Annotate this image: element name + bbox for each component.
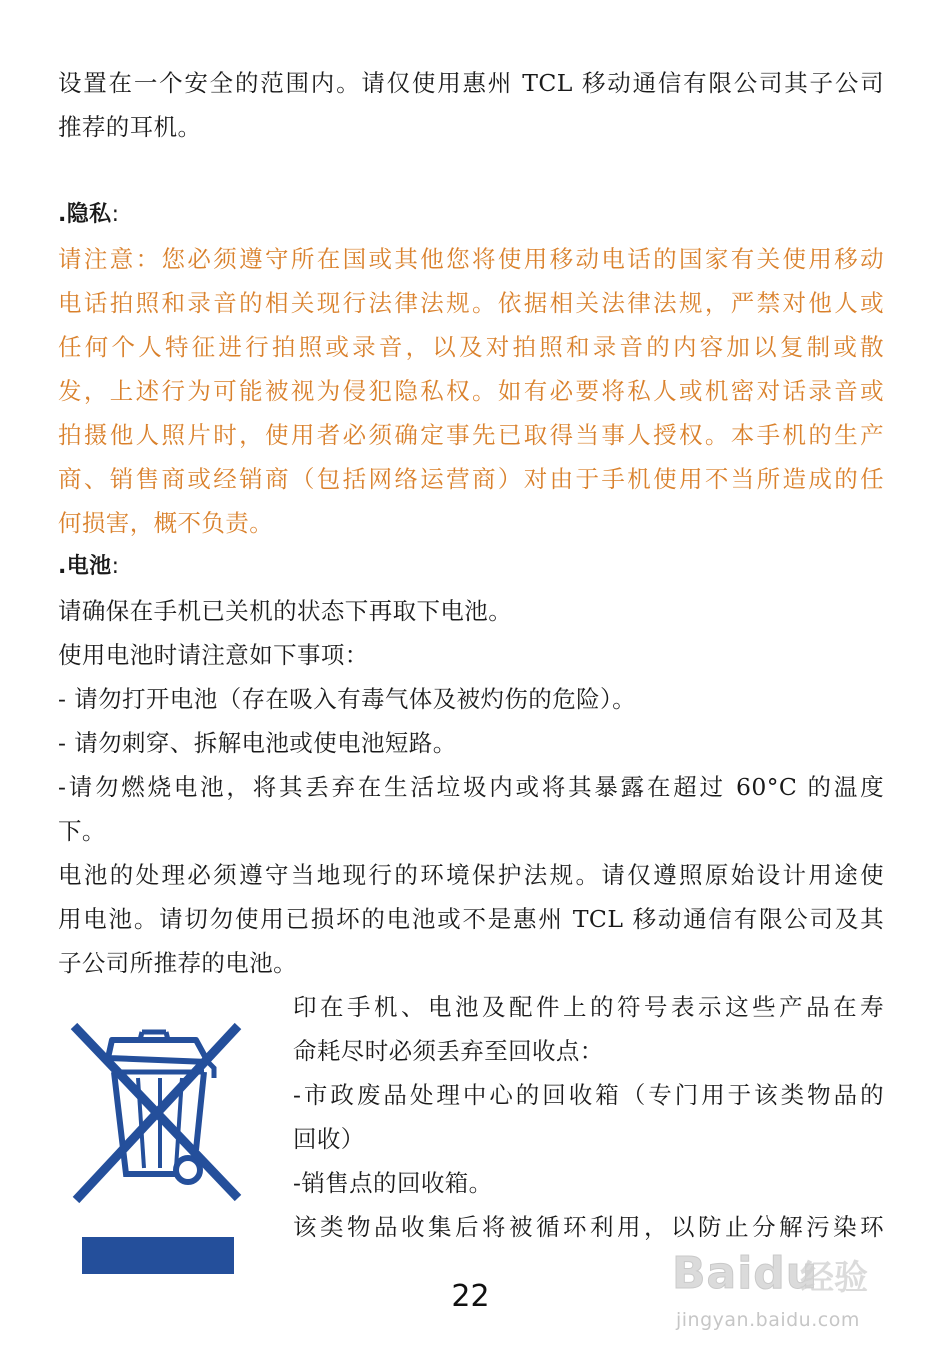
privacy-line-2: 电话拍照和录音的相关现行法律法规。依据相关法律法规，严禁对他人或 <box>58 289 884 317</box>
battery-line-2: 使用电池时请注意如下事项： <box>58 641 369 669</box>
page-number: 22 <box>451 1279 490 1314</box>
battery-heading-text: .电池 <box>58 554 112 579</box>
intro-line-1: 设置在一个安全的范围内。请仅使用惠州 TCL 移动通信有限公司其子公司 <box>58 69 884 97</box>
battery-line-7: 电池的处理必须遵守当地现行的环境保护法规。请仅遵照原始设计用途使 <box>58 861 884 889</box>
battery-line-8: 用电池。请切勿使用已损坏的电池或不是惠州 TCL 移动通信有限公司及其 <box>58 905 884 933</box>
privacy-line-5: 拍摄他人照片时，使用者必须确定事先已取得当事人授权。本手机的生产 <box>58 421 884 449</box>
privacy-line-7: 何损害，概不负责。 <box>58 509 274 537</box>
recycling-line-3: -市政废品处理中心的回收箱（专门用于该类物品的 <box>293 1081 884 1109</box>
privacy-heading-colon: : <box>111 202 120 227</box>
recycling-line-4: 回收） <box>293 1125 365 1153</box>
privacy-line-3: 任何个人特征进行拍照或录音，以及对拍照和录音的内容加以复制或散 <box>58 333 884 361</box>
battery-heading <box>58 552 884 582</box>
battery-line-4: - 请勿刺穿、拆解电池或使电池短路。 <box>58 729 457 757</box>
recycling-line-1: 印在手机、电池及配件上的符号表示这些产品在寿 <box>293 993 884 1021</box>
privacy-line-6: 商、销售商或经销商（包括网络运营商）对由于手机使用不当所造成的任 <box>58 465 884 493</box>
recycling-symbol-bar <box>82 1237 234 1274</box>
battery-line-9: 子公司所推荐的电池。 <box>58 949 297 977</box>
watermark-logo-cn: 经验 <box>800 1258 868 1298</box>
battery-line-1: 请确保在手机已关机的状态下再取下电池。 <box>58 597 513 625</box>
recycling-line-6: 该类物品收集后将被循环利用，以防止分解污染环 <box>293 1213 884 1241</box>
privacy-heading <box>58 200 884 230</box>
crossed-out-wheelie-bin-icon <box>68 1018 244 1206</box>
privacy-heading-text: .隐私 <box>58 202 112 227</box>
recycling-line-2: 命耗尽时必须丢弃至回收点： <box>293 1037 604 1065</box>
recycling-line-5: -销售点的回收箱。 <box>293 1169 493 1197</box>
battery-line-3: - 请勿打开电池（存在吸入有毒气体及被灼伤的危险）。 <box>58 685 637 713</box>
privacy-line-1: 请注意：您必须遵守所在国或其他您将使用移动电话的国家有关使用移动 <box>58 245 884 273</box>
intro-line-2: 推荐的耳机。 <box>58 113 202 141</box>
watermark-url: jingyan.baidu.com <box>676 1309 860 1331</box>
battery-heading-colon: : <box>111 554 120 579</box>
battery-line-5: -请勿燃烧电池，将其丢弃在生活垃圾内或将其暴露在超过 60°C 的温度 <box>58 773 884 801</box>
watermark-logo-text: Baidu <box>672 1248 819 1299</box>
battery-line-6: 下。 <box>58 817 106 845</box>
privacy-line-4: 发，上述行为可能被视为侵犯隐私权。如有必要将私人或机密对话录音或 <box>58 377 884 405</box>
